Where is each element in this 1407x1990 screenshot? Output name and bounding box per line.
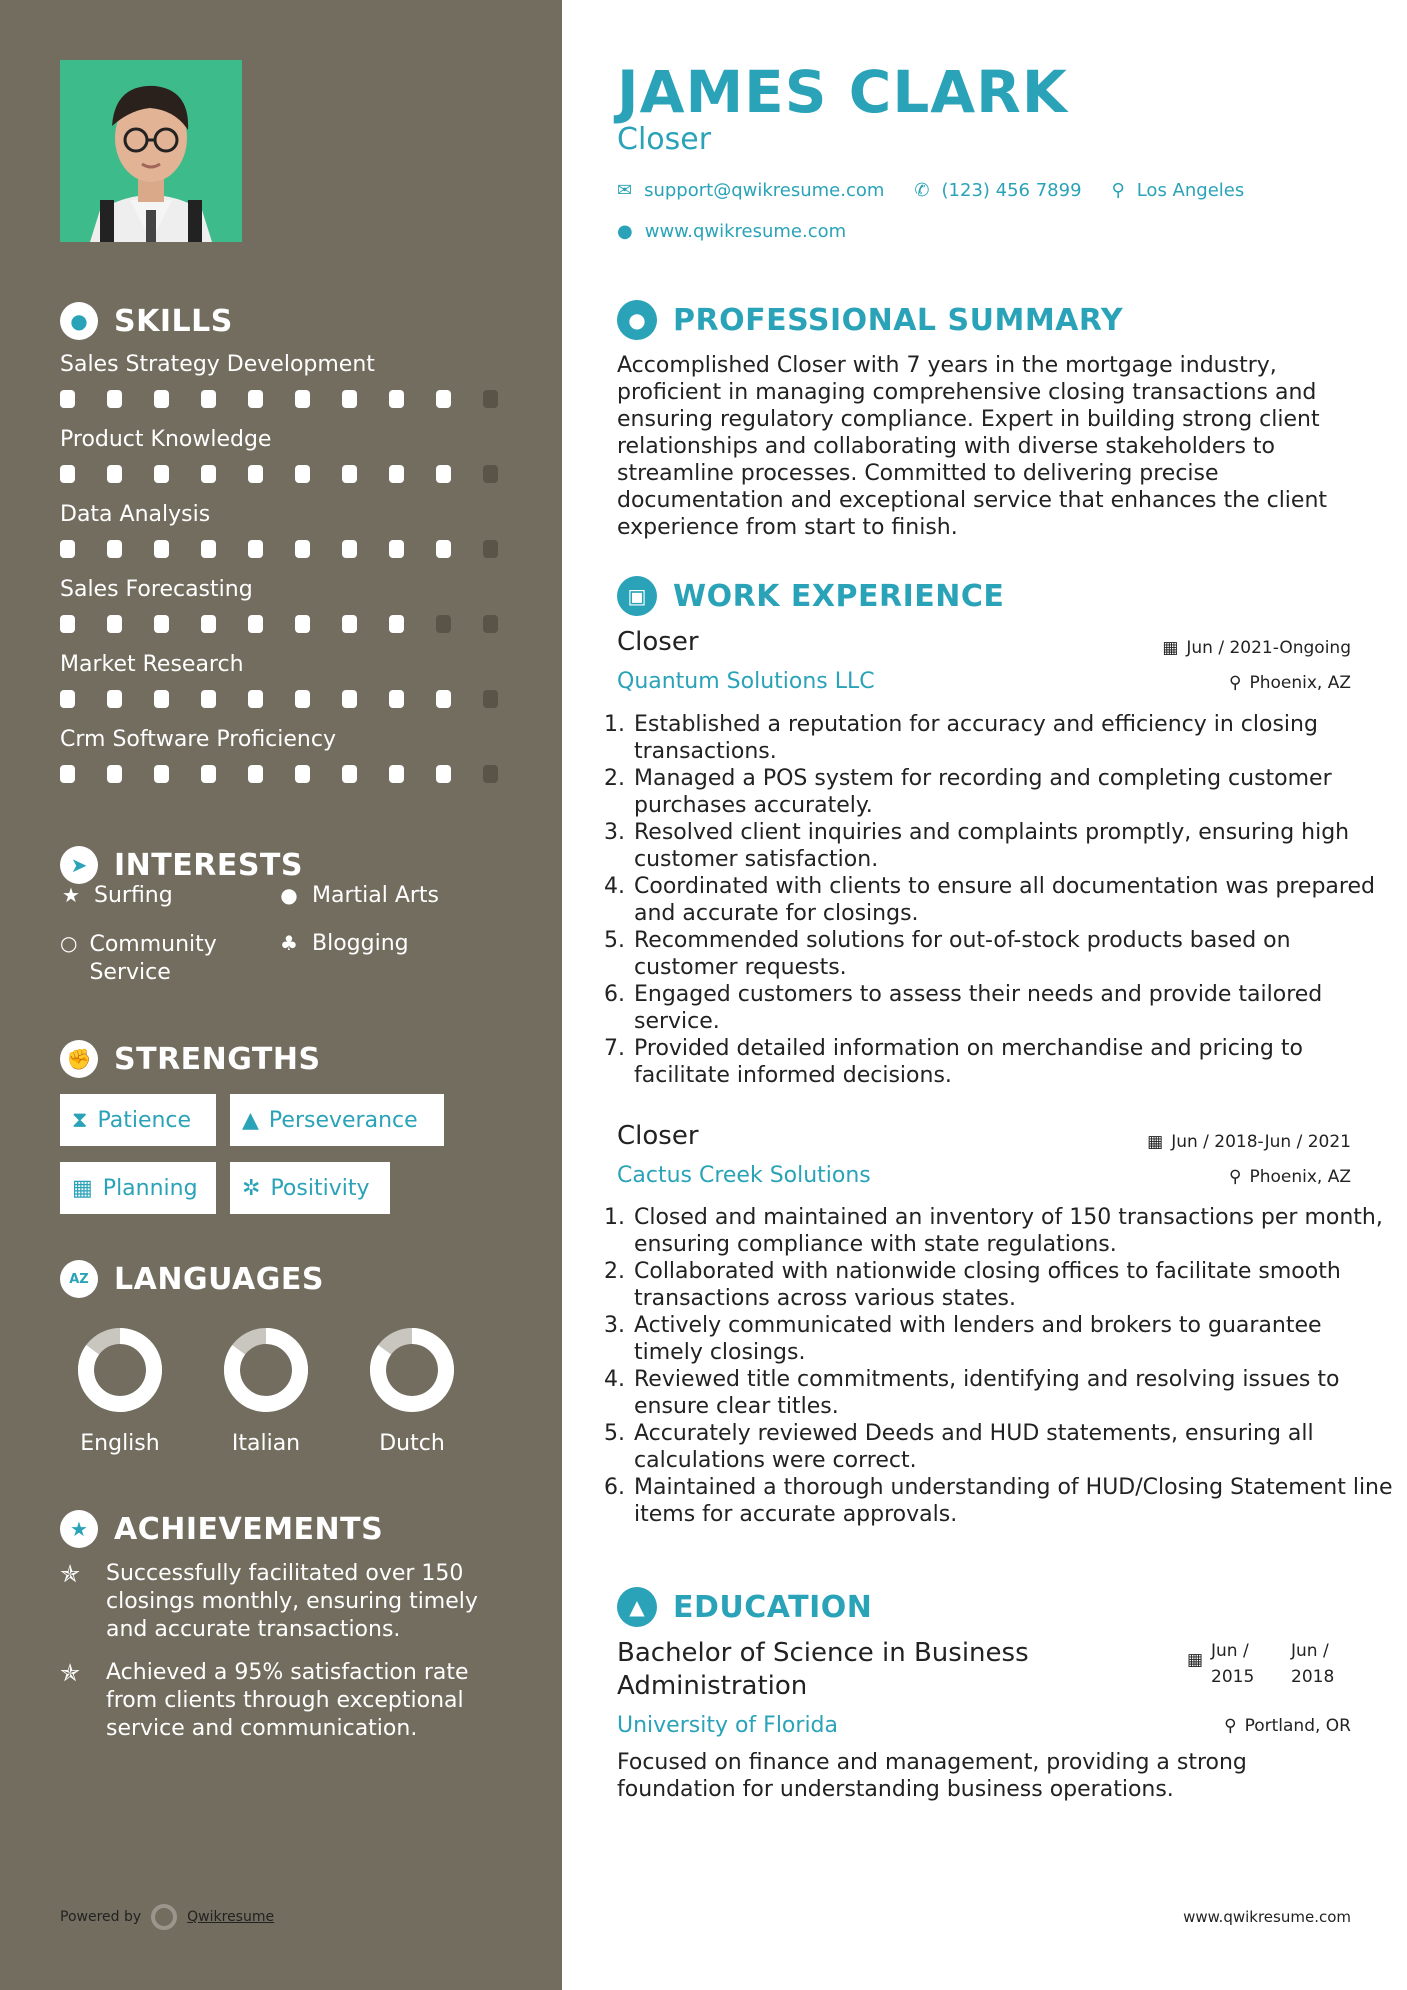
rating-dot [60,390,75,408]
qwikresume-logo-icon [151,1904,177,1930]
achievements-title: ACHIEVEMENTS [114,1511,384,1547]
rating-dot [201,690,216,708]
job-bullets [598,711,1397,1089]
education-location-text: Portland, OR [1244,1716,1351,1736]
job-bullet: 3. Resolved client inquiries and complaints promptly, ensuring high customer satisfaction. [632,819,1397,873]
contact-row [617,180,1244,201]
rating-dot [483,540,498,558]
achievement-text: Successfully facilitated over 150 closings monthly, ensuring timely and accurate transactions. [106,1561,478,1642]
calendar-icon: ▦ [1147,1132,1164,1152]
rating-dot [107,765,122,783]
pushpin-icon: ⚲ [1224,1716,1237,1736]
interest-item [278,883,439,908]
rating-dot [60,465,75,483]
language-level-ring [75,1325,165,1415]
rating-dot [154,465,169,483]
language-level-ring [367,1325,457,1415]
skill-name: Crm Software Proficiency [60,727,336,752]
languages-heading [60,1260,324,1298]
hourglass-icon: ⧗ [72,1107,88,1133]
phone-text: (123) 456 7899 [941,180,1082,201]
summary-title: PROFESSIONAL SUMMARY [673,302,1124,338]
briefcase-icon: ▣ [617,576,657,616]
candidate-name: JAMES CLARK [617,58,1068,126]
education-location [1224,1716,1351,1736]
calendar-icon: ▦ [1186,1650,1203,1670]
rating-dot [60,765,75,783]
rating-dot [201,765,216,783]
interest-item [60,931,260,987]
education-title: EDUCATION [673,1589,873,1625]
job-dates-text: Jun / 2021-Ongoing [1186,638,1351,658]
fist-icon: ✊ [60,1040,98,1078]
star-burst-icon: ✯ [60,1560,81,1588]
skill-name: Market Research [60,652,244,677]
skill-rating [60,390,530,408]
skill-rating [60,540,530,558]
job-location-text: Phoenix, AZ [1249,1167,1351,1187]
language-label: English [80,1431,160,1456]
job-location-text: Phoenix, AZ [1249,673,1351,693]
user-icon: ● [617,300,657,340]
strengths-title: STRENGTHS [114,1041,321,1077]
job-title: Closer [617,1121,699,1151]
languages-title: LANGUAGES [114,1261,324,1297]
hand-icon: ○ [60,931,78,955]
job-dates [1147,1132,1351,1152]
brand-link[interactable]: Qwikresume [187,1909,275,1925]
skills-title: SKILLS [114,303,233,339]
achievement-text: Achieved a 95% satisfaction rate from clients through exceptional service and communication. [106,1660,469,1741]
job-bullet: 3. Actively communicated with lenders and brokers to guarantee timely closings. [632,1312,1397,1366]
experience-title: WORK EXPERIENCE [673,578,1005,614]
map-pin-icon: ⚲ [1111,180,1125,201]
globe-icon: ● [280,883,298,907]
skill-rating [60,765,530,783]
rating-dot [107,615,122,633]
interest-label: Community Service [89,932,217,985]
job-bullet: 2. Collaborated with nationwide closing offices to facilitate smooth transactions across various states. [632,1258,1397,1312]
users-icon: ♣ [280,931,298,955]
achievement-item [60,1560,490,1644]
pushpin-icon: ⚲ [1229,673,1242,693]
strength-chip [60,1094,216,1146]
star-burst-icon: ✯ [60,1659,81,1687]
job-bullet: 1. Established a reputation for accuracy and efficiency in closing transactions. [632,711,1397,765]
school-name: University of Florida [617,1713,838,1738]
phone-icon: ✆ [914,180,930,201]
skill-name: Data Analysis [60,502,211,527]
road-icon: ▲ [242,1107,259,1133]
rating-dot [342,765,357,783]
achievements-heading [60,1510,383,1548]
interest-label: Martial Arts [312,883,440,908]
rating-dot [295,765,310,783]
rating-dot [248,465,263,483]
profile-photo [60,60,242,242]
job-bullet: 6. Maintained a thorough understanding of HUD/Closing Statement line items for accurate approvals. [632,1474,1397,1528]
calendar-icon: ▦ [1162,638,1179,658]
rating-dot [154,765,169,783]
job-location [1229,673,1351,693]
rating-dot [389,765,404,783]
powered-by-label: Powered by [60,1909,142,1925]
star-icon: ★ [62,883,80,907]
website-link[interactable]: www.qwikresume.com [644,221,847,242]
rating-dot [342,540,357,558]
rating-dot [295,615,310,633]
language-item [206,1325,326,1456]
strength-label: Planning [102,1175,198,1201]
rating-dot [154,690,169,708]
strength-label: Positivity [270,1175,370,1201]
degree-title: Bachelor of Science in Business Administration [617,1638,1029,1701]
rating-dot [436,540,451,558]
job-bullet: 2. Managed a POS system for recording and completing customer purchases accurately. [632,765,1397,819]
rating-dot [389,465,404,483]
rating-dot [107,540,122,558]
language-label: Italian [231,1431,301,1456]
sidebar [0,0,562,1990]
globe-icon: ● [617,221,633,242]
rating-dot [248,540,263,558]
paper-plane-icon: ➤ [60,846,98,884]
skill-rating [60,690,530,708]
language-label: Dutch [379,1431,445,1456]
company-name: Cactus Creek Solutions [617,1163,871,1188]
candidate-role: Closer [617,122,712,157]
skill-rating [60,465,530,483]
translate-icon: AZ [60,1260,98,1298]
rating-dot [201,465,216,483]
trophy-icon: ★ [60,1510,98,1548]
summary-text: Accomplished Closer with 7 years in the mortgage industry, proficient in managing comprehensive closing transactions and ensuring regulatory compliance. Expert in building strong client relationships and collaborating with diverse stakeholders to streamline processes. Committed to delivering precise documentation and exceptional service that enhances the client experience from start to finish. [617,353,1328,540]
education-dates [1187,1638,1351,1690]
skills-heading [60,302,233,340]
strength-chip [60,1162,216,1214]
strengths-heading [60,1040,321,1078]
education-description: Focused on finance and management, providing a strong foundation for understanding business operations. [617,1750,1247,1802]
company-name: Quantum Solutions LLC [617,669,875,694]
language-item [60,1325,180,1456]
interests-heading [60,846,303,884]
website-row [617,221,846,242]
rating-dot [389,690,404,708]
rating-dot [436,615,451,633]
job-bullet: 4. Coordinated with clients to ensure all documentation was prepared and accurate for closings. [632,873,1397,927]
rating-dot [107,690,122,708]
rating-dot [483,765,498,783]
rating-dot [436,765,451,783]
rating-dot [154,615,169,633]
rating-dot [342,465,357,483]
rating-dot [342,690,357,708]
pushpin-icon: ⚲ [1229,1167,1242,1187]
rating-dot [389,390,404,408]
summary-heading [617,300,1123,340]
job-bullet: 7. Provided detailed information on merchandise and pricing to facilitate informed decisions. [632,1035,1397,1089]
experience-heading [617,576,1004,616]
interest-label: Blogging [312,931,409,956]
rating-dot [107,390,122,408]
rating-dot [248,765,263,783]
strength-chip [230,1162,390,1214]
job-dates-text: Jun / 2018-Jun / 2021 [1171,1132,1351,1152]
job-location [1229,1167,1351,1187]
job-dates [1162,638,1351,658]
language-item [352,1325,472,1456]
job-bullet: 1. Closed and maintained an inventory of 150 transactions per month, ensuring compliance with state regulations. [632,1204,1397,1258]
rating-dot [483,690,498,708]
rating-dot [248,615,263,633]
job-bullet: 5. Recommended solutions for out-of-stock products based on customer requests. [632,927,1397,981]
rating-dot [295,690,310,708]
strength-label: Patience [97,1107,192,1133]
strength-label: Perseverance [268,1107,418,1133]
skill-name: Product Knowledge [60,427,272,452]
rating-dot [295,465,310,483]
skill-rating [60,615,530,633]
rating-dot [389,615,404,633]
job-title: Closer [617,627,699,657]
rating-dot [389,540,404,558]
language-level-ring [221,1325,311,1415]
powered-by [60,1904,274,1930]
rating-dot [201,390,216,408]
achievement-item [60,1659,490,1743]
rating-dot [295,540,310,558]
rating-dot [436,465,451,483]
rating-dot [60,615,75,633]
rating-dot [295,390,310,408]
rating-dot [436,390,451,408]
job-bullets [598,1204,1397,1528]
rating-dot [483,465,498,483]
main-content [562,0,1407,1990]
email-link[interactable]: support@qwikresume.com [644,180,885,201]
job-bullet: 6. Engaged customers to assess their needs and provide tailored service. [632,981,1397,1035]
rating-dot [342,615,357,633]
sun-icon: ✲ [242,1175,261,1201]
envelope-icon: ✉ [617,180,633,201]
interest-label: Surfing [94,883,173,908]
skill-name: Sales Forecasting [60,577,253,602]
education-end: Jun / 2018 [1291,1641,1335,1687]
job-bullet: 5. Accurately reviewed Deeds and HUD statements, ensuring all calculations were correct. [632,1420,1397,1474]
rating-dot [248,390,263,408]
interest-item [60,883,173,908]
rating-dot [60,690,75,708]
rating-dot [483,390,498,408]
strength-chip [230,1094,444,1146]
rating-dot [436,690,451,708]
lightbulb-icon: ● [60,302,98,340]
education-heading [617,1587,872,1627]
rating-dot [154,390,169,408]
job-bullet: 4. Reviewed title commitments, identifying and resolving issues to ensure clear titles. [632,1366,1397,1420]
rating-dot [483,615,498,633]
education-start: Jun / 2015 [1211,1641,1255,1687]
rating-dot [201,540,216,558]
rating-dot [248,690,263,708]
rating-dot [107,465,122,483]
interest-item [278,931,409,956]
interests-title: INTERESTS [114,847,303,883]
rating-dot [60,540,75,558]
location-text: Los Angeles [1136,180,1245,201]
skill-name: Sales Strategy Development [60,352,375,377]
calendar-icon: ▦ [72,1175,93,1201]
graduation-cap-icon: ▲ [617,1587,657,1627]
rating-dot [342,390,357,408]
footer-url[interactable]: www.qwikresume.com [1183,1908,1351,1926]
rating-dot [154,540,169,558]
rating-dot [201,615,216,633]
